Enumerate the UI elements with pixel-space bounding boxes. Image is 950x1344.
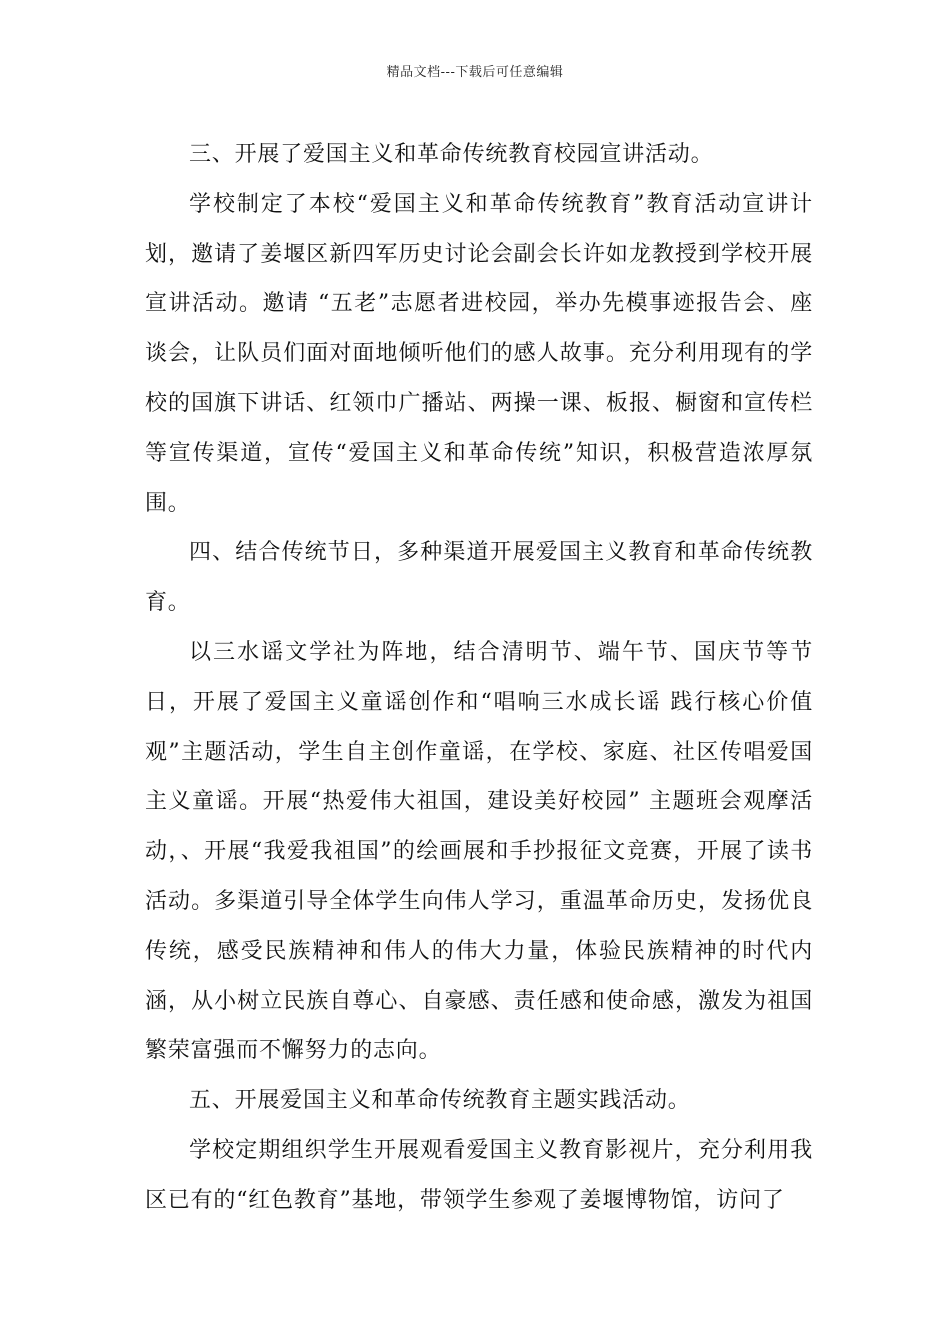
- paragraph: 学校制定了本校“爱国主义和革命传统教育”教育活动宣讲计划，邀请了姜堰区新四军历史讨论会副会长许如龙教授到学校开展宣讲活动。邀请 “五老”志愿者进校园，举办先模事迹报告会、座谈会，让队员们面对面地倾听他们的感人故事。充分利用现有的学校的国旗下讲话、红领巾广播站、两操一课、板报、橱窗和宣传栏等宣传渠道，宣传“爱国主义和革命传统”知识，积极营造浓厚氛围。: [145, 191, 813, 516]
- section-heading-3: 三、开展了爱国主义和革命传统教育校园宣讲活动。: [189, 142, 714, 167]
- page-header: 精品文档---下载后可任意编辑: [386, 65, 564, 80]
- section-heading-5: 五、开展爱国主义和革命传统教育主题实践活动。: [189, 1088, 691, 1114]
- paragraph: 学校定期组织学生开展观看爱国主义教育影视片，充分利用我区已有的“红色教育”基地，带领学生参观了姜堰博物馆，访问了: [145, 1137, 813, 1213]
- paragraph: 以三水谣文学社为阵地，结合清明节、端午节、国庆节等节日，开展了爱国主义童谣创作和“唱响三水成长谣 践行核心价值观”主题活动，学生自主创作童谣，在学校、家庭、社区传唱爱国主义童谣。开展“热爱伟大祖国，建设美好校园” 主题班会观摩活动，、开展“我爱我祖国”的绘画展和手抄报征文竞赛，开展了读书活动。多渠道引导全体学生向伟人学习，重温革命历史，发扬优良传统，感受民族精神和伟人的伟大力量，体验民族精神的时代内涵，从小树立民族自尊心、自豪感、责任感和使命感，激发为祖国繁荣富强而不懈努力的志向。: [145, 639, 813, 1064]
- section-heading-4: 四、结合传统节日，多种渠道开展爱国主义教育和革命传统教育。: [145, 540, 813, 616]
- document-body: [145, 130, 813, 1226]
